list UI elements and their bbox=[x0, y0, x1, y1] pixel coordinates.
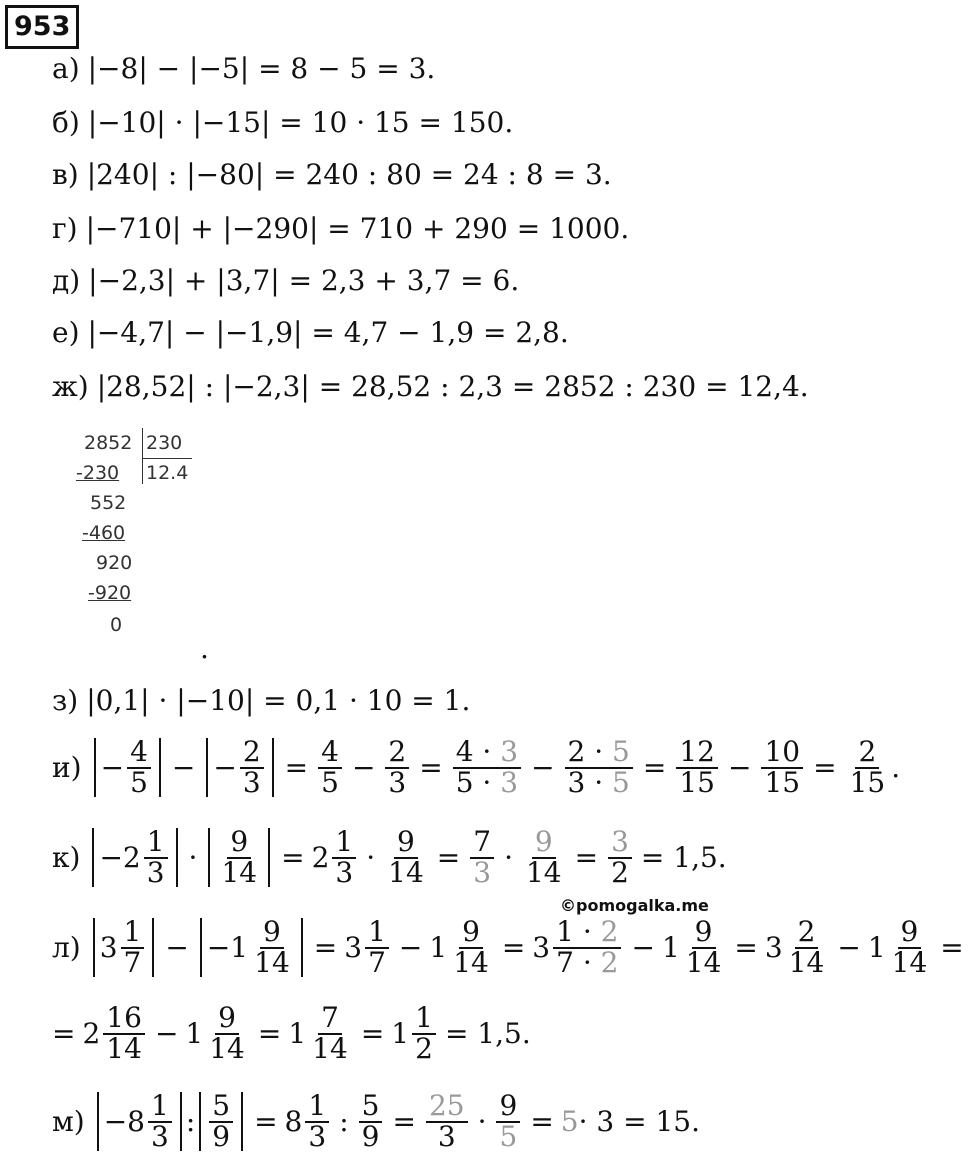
line-l: л) 3 $\frac{1}{7}$ − −1 $\frac{9}{14}$ = 3 $\frac{1}{7}$ − 1 $\frac{9}{14}$ = 3 $\frac{1 \cdot 2}{7 \cdot 2}$ − 1 $\frac{9}{14}$ = 3 $\frac{2}{14}$ − 1 $\frac{9}{14}$ = bbox=[52, 915, 964, 979]
line-zh: ж) |28,52| : |−2,3| = 28,52 : 2,3 = 2852 : 230 = 12,4. bbox=[52, 370, 809, 403]
line-d: д) |−2,3| + |3,7| = 2,3 + 3,7 = 6. bbox=[52, 264, 520, 297]
line-b: б) |−10| · |−15| = 10 · 15 = 150. bbox=[52, 106, 514, 139]
line-m: м) −8 $\frac{1}{3}$ : $\frac{5}{9}$ = 8 $\frac{1}{3}$ : $\frac{5}{9}$ = $\frac{25}{3}$ · $\frac{9}{5}$ = 5 · 3 = 15. bbox=[52, 1089, 701, 1153]
line-v: в) |240| : |−80| = 240 : 80 = 24 : 8 = 3. bbox=[52, 158, 612, 191]
line-k: к) −2 $\frac{1}{3}$ · $\frac{9}{14}$ = 2 $\frac{1}{3}$ · $\frac{9}{14}$ = $\frac{7}{3}$ · $\frac{9}{14}$ = $\frac{3}{2}$ = 1,5. bbox=[52, 825, 727, 889]
line-e: е) |−4,7| − |−1,9| = 4,7 − 1,9 = 2,8. bbox=[52, 316, 569, 349]
line-g: г) |−710| + |−290| = 710 + 290 = 1000. bbox=[52, 212, 630, 245]
line-z: з) |0,1| · |−10| = 0,1 · 10 = 1. bbox=[52, 684, 471, 717]
line-i: и) − $\frac{4}{5}$ − − $\frac{2}{3}$ = $\frac{4}{5}$ − $\frac{2}{3}$ = $\frac{4 \cdot 3}{5 \cdot 3}$ − $\frac{2 \cdot 5}{3 \cdot 5}$ = $\frac{12}{15}$ − $\frac{10}{15}$ = $\frac{2}{15}$ . bbox=[52, 735, 901, 799]
line-l-cont: = 2 $\frac{16}{14}$ − 1 $\frac{9}{14}$ = 1 $\frac{7}{14}$ = 1 $\frac{1}{2}$ = 1,5. bbox=[52, 1001, 531, 1065]
exercise-number: 953 bbox=[5, 5, 79, 49]
line-a: а) |−8| − |−5| = 8 − 5 = 3. bbox=[52, 52, 436, 85]
dot: . bbox=[200, 632, 209, 665]
watermark: ©pomogalka.me bbox=[560, 896, 709, 915]
